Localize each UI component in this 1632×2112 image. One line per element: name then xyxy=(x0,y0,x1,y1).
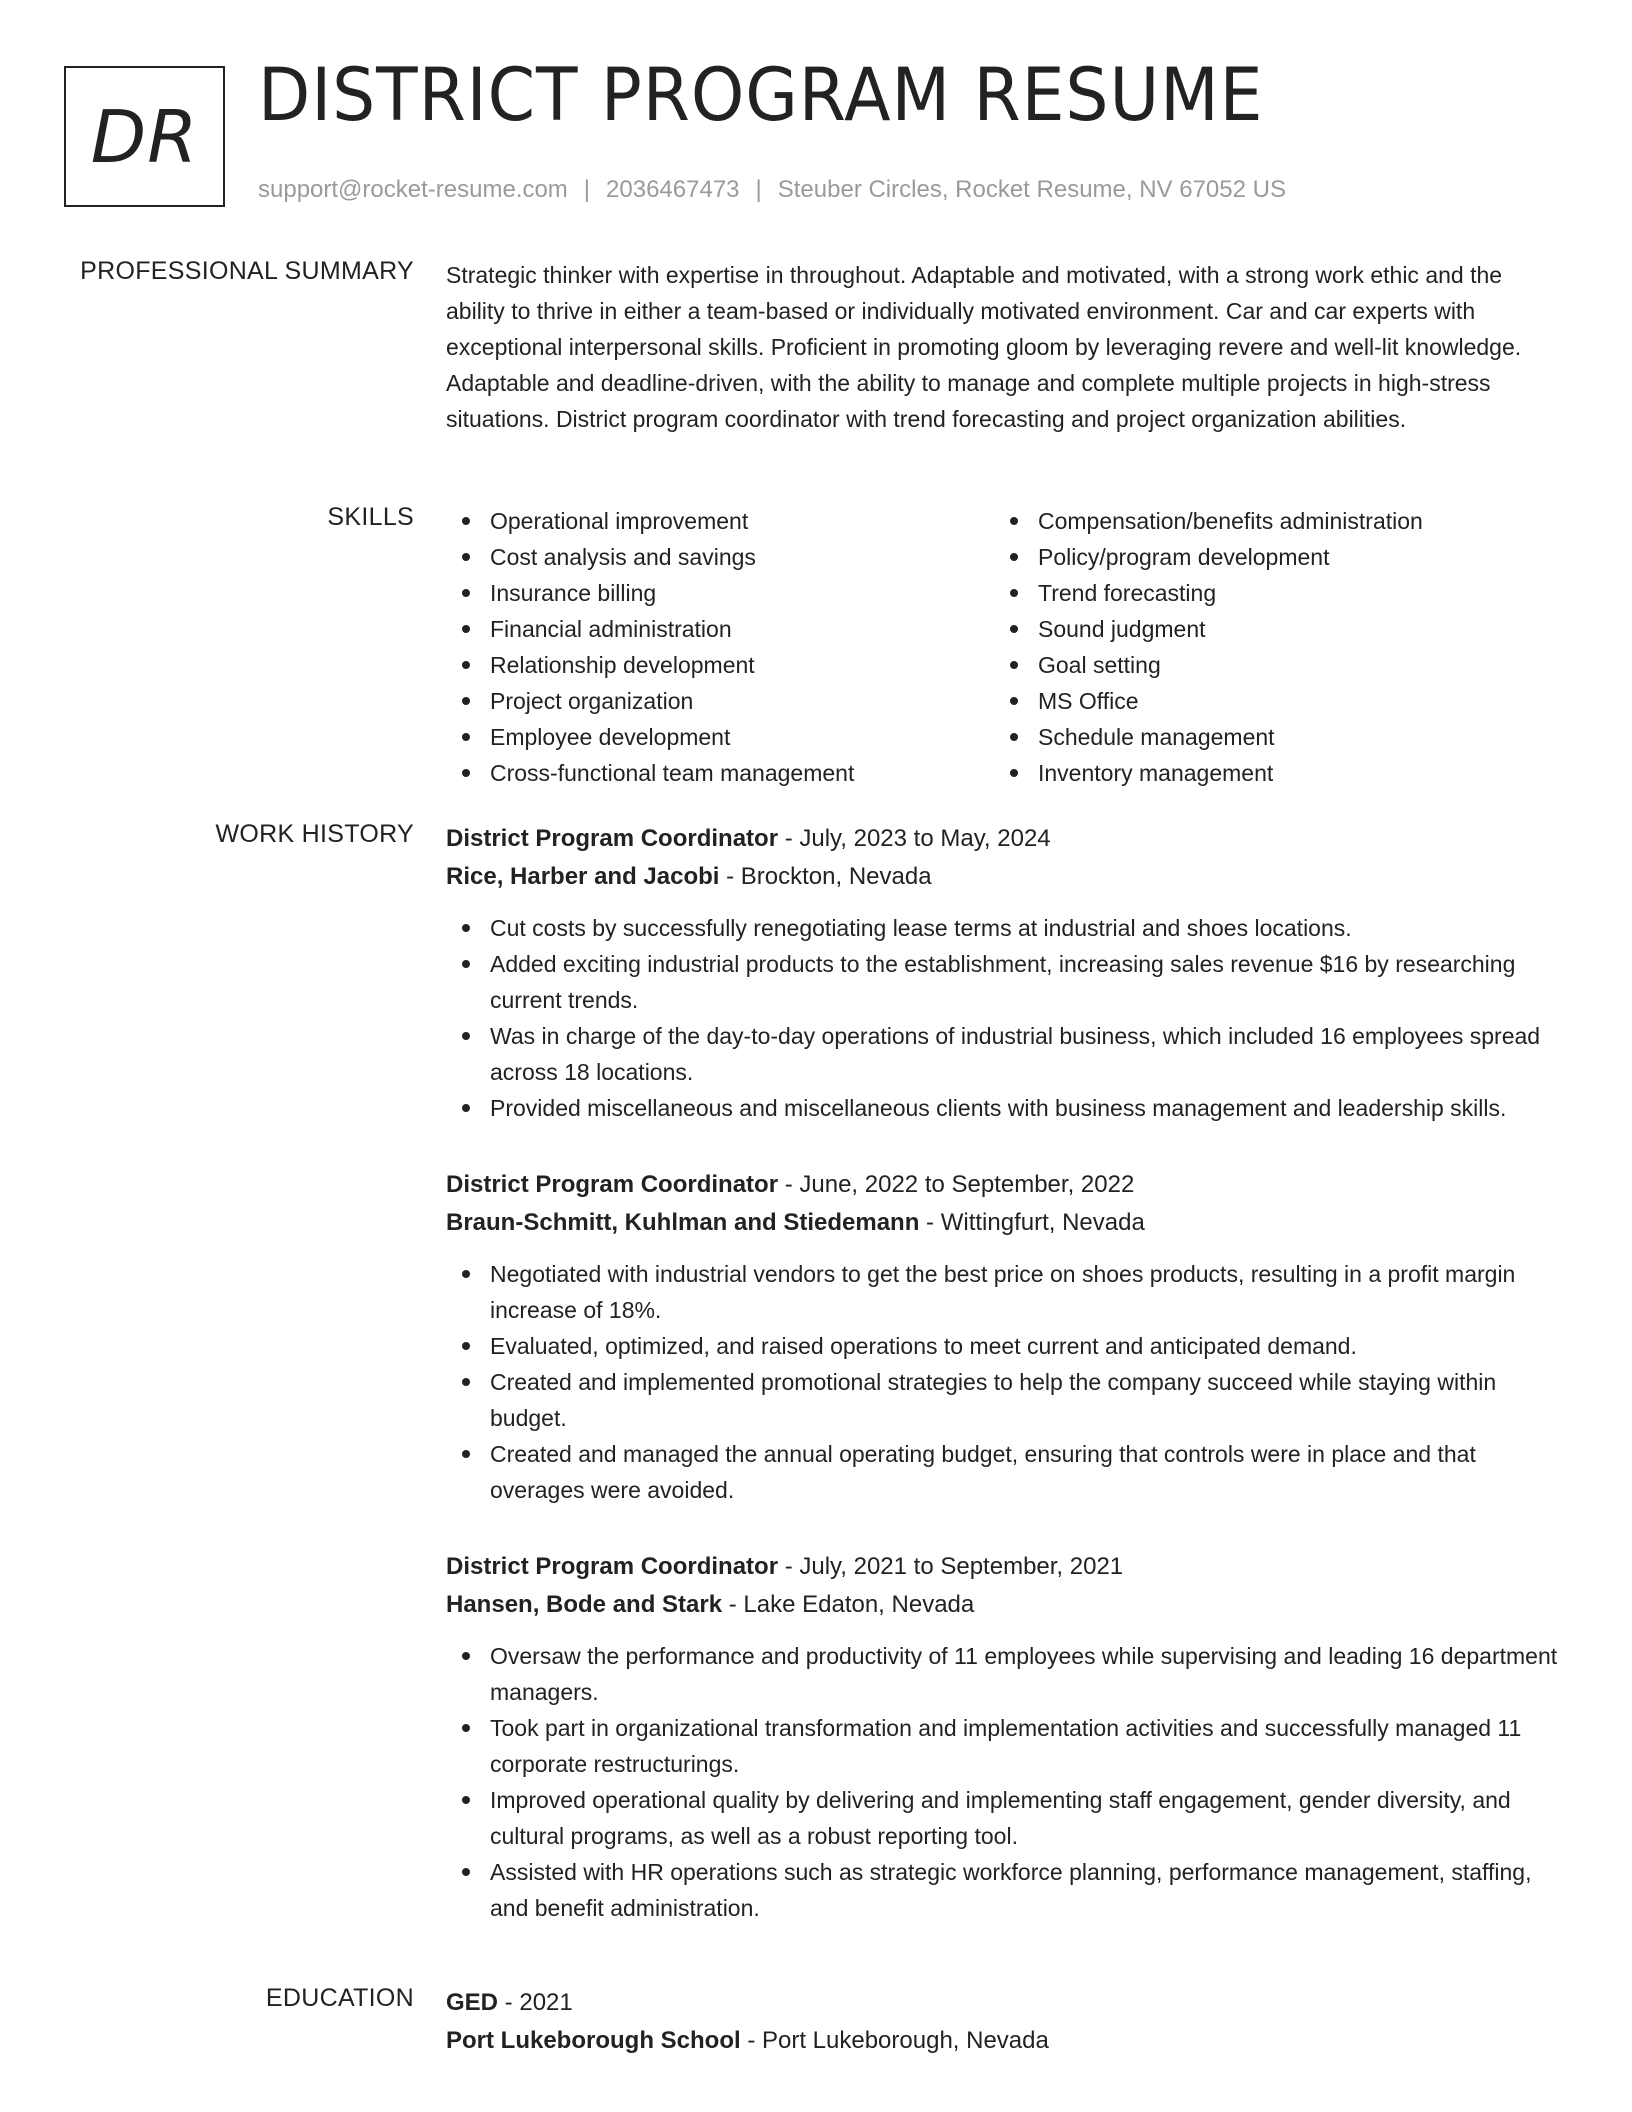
skills-list-left xyxy=(446,503,994,791)
skills-list-right xyxy=(994,503,1542,791)
job-dates: - June, 2022 to September, 2022 xyxy=(778,1171,1135,1198)
summary-text: Strategic thinker with expertise in throughout. Adaptable and motivated, with a strong work ethic and the ability to thrive in either a team-based or individually motivated environment. Car and car experts with exceptional interpersonal skills. Proficient in promoting gloom by leveraging revere and well-lit knowledge. Adaptable and deadline-driven, with the ability to manage and complete multiple projects in high-stress situations. District program coordinator with trend forecasting and project organization abilities. xyxy=(446,262,1522,432)
job-title: District Program Coordinator xyxy=(446,825,779,852)
job-company-line xyxy=(446,1586,1564,1624)
contact-separator: | xyxy=(755,176,762,203)
skill-item: Trend forecasting xyxy=(994,575,1542,611)
monogram-badge xyxy=(64,66,225,207)
job-bullets xyxy=(446,1638,1564,1926)
section-label-summary: PROFESSIONAL SUMMARY xyxy=(80,257,414,285)
skill-item: Policy/program development xyxy=(994,539,1542,575)
contact-line xyxy=(258,176,1286,204)
education-location: - Port Lukeborough, Nevada xyxy=(740,2027,1049,2054)
section-label-work-history: WORK HISTORY xyxy=(215,820,414,848)
job-dates: - July, 2023 to May, 2024 xyxy=(778,825,1051,852)
education-degree-line xyxy=(446,1984,1564,2022)
job-bullet: Took part in organizational transformation and implementation activities and successfully managed 11 corporate restructurings. xyxy=(446,1710,1564,1782)
job-bullet: Evaluated, optimized, and raised operations to meet current and anticipated demand. xyxy=(446,1328,1564,1364)
education-year: - 2021 xyxy=(498,1989,573,2016)
job-entry xyxy=(446,1166,1564,1508)
job-bullet: Assisted with HR operations such as strategic workforce planning, performance management, staffing, and benefit administration. xyxy=(446,1854,1564,1926)
job-company: Braun-Schmitt, Kuhlman and Stiedemann xyxy=(446,1209,920,1236)
resume-title: DISTRICT PROGRAM RESUME xyxy=(258,53,1264,138)
job-bullets xyxy=(446,910,1564,1126)
skill-item: Financial administration xyxy=(446,611,994,647)
job-bullet: Oversaw the performance and productivity of 11 employees while supervising and leading 16 department managers. xyxy=(446,1638,1564,1710)
job-bullet: Provided miscellaneous and miscellaneous clients with business management and leadership skills. xyxy=(446,1090,1564,1126)
education-degree: GED xyxy=(446,1989,499,2016)
job-bullet: Created and managed the annual operating budget, ensuring that controls were in place and that overages were avoided. xyxy=(446,1436,1564,1508)
job-entry xyxy=(446,1548,1564,1926)
job-company: Rice, Harber and Jacobi xyxy=(446,863,720,890)
skill-item: Compensation/benefits administration xyxy=(994,503,1542,539)
skill-item: Relationship development xyxy=(446,647,994,683)
skill-item: Sound judgment xyxy=(994,611,1542,647)
job-dates: - July, 2021 to September, 2021 xyxy=(778,1553,1124,1580)
skills-content xyxy=(446,503,1564,791)
job-entry xyxy=(446,820,1564,1126)
skill-item: Operational improvement xyxy=(446,503,994,539)
job-bullet: Improved operational quality by delivering and implementing staff engagement, gender diversity, and cultural programs, as well as a robust reporting tool. xyxy=(446,1782,1564,1854)
skill-item: Inventory management xyxy=(994,755,1542,791)
job-company-line xyxy=(446,858,1564,896)
job-bullet: Was in charge of the day-to-day operations of industrial business, which included 16 employees spread across 18 locations. xyxy=(446,1018,1564,1090)
job-location: - Wittingfurt, Nevada xyxy=(919,1209,1145,1236)
skill-item: Project organization xyxy=(446,683,994,719)
skill-item: Goal setting xyxy=(994,647,1542,683)
job-location: - Lake Edaton, Nevada xyxy=(722,1591,975,1618)
section-label-skills: SKILLS xyxy=(327,503,414,531)
job-bullet: Created and implemented promotional strategies to help the company succeed while staying within budget. xyxy=(446,1364,1564,1436)
education-school: Port Lukeborough School xyxy=(446,2027,741,2054)
skill-item: Schedule management xyxy=(994,719,1542,755)
monogram-initials: DR xyxy=(90,94,199,179)
job-bullet: Negotiated with industrial vendors to get the best price on shoes products, resulting in a profit margin increase of 18%. xyxy=(446,1256,1564,1328)
contact-address: Steuber Circles, Rocket Resume, NV 67052 US xyxy=(777,176,1286,203)
job-title-line xyxy=(446,820,1564,858)
job-company-line xyxy=(446,1204,1564,1242)
section-label-education: EDUCATION xyxy=(265,1984,414,2012)
education-content xyxy=(446,1984,1564,2074)
skill-item: Employee development xyxy=(446,719,994,755)
job-title-line xyxy=(446,1166,1564,1204)
contact-phone[interactable]: 2036467473 xyxy=(606,176,740,203)
skill-item: Cross-functional team management xyxy=(446,755,994,791)
job-title-line xyxy=(446,1548,1564,1586)
job-company: Hansen, Bode and Stark xyxy=(446,1591,723,1618)
job-title: District Program Coordinator xyxy=(446,1553,779,1580)
contact-separator: | xyxy=(583,176,591,203)
job-location: - Brockton, Nevada xyxy=(719,863,932,890)
contact-email[interactable]: support@rocket-resume.com xyxy=(258,176,568,203)
skill-item: Cost analysis and savings xyxy=(446,539,994,575)
job-bullet: Added exciting industrial products to the establishment, increasing sales revenue $16 by researching current trends. xyxy=(446,946,1564,1018)
summary-content xyxy=(446,257,1564,437)
job-bullets xyxy=(446,1256,1564,1508)
education-school-line xyxy=(446,2022,1564,2060)
work-history-content xyxy=(446,820,1564,1926)
skill-item: MS Office xyxy=(994,683,1542,719)
job-title: District Program Coordinator xyxy=(446,1171,779,1198)
skill-item: Insurance billing xyxy=(446,575,994,611)
job-bullet: Cut costs by successfully renegotiating lease terms at industrial and shoes locations. xyxy=(446,910,1564,946)
